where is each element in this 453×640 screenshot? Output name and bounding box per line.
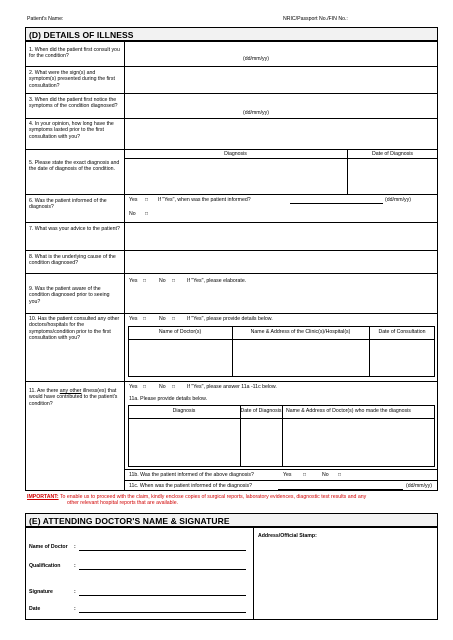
important-note — [27, 494, 439, 507]
q11-if-yes: If "Yes", please answer 11a -11c below. — [187, 384, 277, 390]
row-separator — [25, 273, 438, 274]
row-separator — [25, 250, 438, 251]
question-5: 5. Please state the exact diagnosis and the date of diagnosis of the condition. — [29, 160, 120, 173]
q11b-no-label: No — [322, 472, 329, 478]
section-e-title: (E) ATTENDING DOCTOR'S NAME & SIGNATURE — [29, 516, 230, 526]
question-7: 7. What was your advice to the patient? — [29, 226, 120, 232]
important-label: IMPORTANT: — [27, 494, 59, 500]
q9-if-yes: If "Yes", please elaborate. — [187, 278, 247, 284]
row-separator — [25, 118, 438, 119]
question-11 — [29, 388, 121, 407]
qualification-colon: : — [74, 563, 76, 569]
q11-no-checkbox[interactable]: □ — [172, 384, 176, 390]
question-4: 4. In your opinion, how long have the symptoms lasted prior to the first consultation with you? — [29, 121, 114, 140]
q11c-separator — [124, 480, 438, 481]
row-separator — [25, 66, 438, 67]
q1-date-format: (dd/mm/yy) — [243, 56, 269, 62]
question-column-divider — [124, 41, 125, 491]
doctor-name-field[interactable] — [79, 550, 246, 551]
q6-yes-checkbox[interactable]: □ — [145, 197, 149, 203]
q11a-col-diagnosis: Diagnosis — [172, 408, 196, 414]
q11a-label: 11a. Please provide details below. — [129, 396, 208, 402]
q11c-date-format: (dd/mm/yy) — [406, 483, 432, 489]
question-8: 8. What is the underlying cause of the condition diagnosed? — [29, 254, 116, 267]
patient-name-label: Patient's Name: — [27, 16, 64, 22]
q11-yes-checkbox[interactable]: □ — [143, 384, 147, 390]
question-2: 2. What were the sign(s) and symptom(s) presented during the first consultation? — [29, 70, 115, 89]
q11b-yes-label: Yes — [283, 472, 292, 478]
q11-text-part2: illness(es) that would have contributed to the patient's condition? — [29, 388, 118, 407]
qualification-field[interactable] — [79, 569, 246, 570]
row-separator — [25, 381, 438, 382]
date-field[interactable] — [79, 612, 246, 613]
q11-yes-label: Yes — [129, 384, 138, 390]
q6-date-format: (dd/mm/yy) — [385, 197, 411, 203]
q6-no-label: No — [129, 211, 136, 217]
row-separator — [25, 149, 438, 150]
row-separator — [25, 93, 438, 94]
doctor-name-label: Name of Doctor — [29, 544, 68, 550]
signature-divider — [253, 527, 254, 620]
q9-no-label: No — [159, 278, 166, 284]
q6-no-checkbox[interactable]: □ — [145, 211, 149, 217]
q9-no-checkbox[interactable]: □ — [172, 278, 176, 284]
q11c-date-field[interactable] — [278, 489, 403, 490]
section-e-header — [25, 513, 438, 527]
q10-col-clinic: Name & Address of the Clinic(s)/Hospital(s) — [250, 329, 351, 335]
q6-yes-label: Yes — [129, 197, 138, 203]
q10-if-yes: If "Yes", please provide details below. — [187, 316, 273, 322]
section-d-title: (D) DETAILS OF ILLNESS — [29, 30, 134, 40]
doctor-name-colon: : — [74, 544, 76, 550]
question-9: 9. Was the patient aware of the condition diagnosed prior to seeing you? — [29, 286, 110, 305]
stamp-label: Address/Official Stamp: — [258, 533, 317, 539]
date-label: Date — [29, 606, 41, 612]
q10-yes-checkbox[interactable]: □ — [143, 316, 147, 322]
q11-no-label: No — [159, 384, 166, 390]
question-6: 6. Was the patient informed of the diagnosis? — [29, 198, 107, 211]
q5-col-diagnosis: Diagnosis — [224, 151, 247, 157]
signature-section — [25, 527, 438, 620]
row-separator — [25, 194, 438, 195]
q11c-label: 11c. When was the patient informed of the diagnosis? — [129, 483, 253, 489]
q9-yes-label: Yes — [129, 278, 138, 284]
q6-date-field[interactable] — [290, 203, 383, 204]
signature-label: Signature — [29, 589, 53, 595]
q10-col-date: Date of Consultation — [378, 329, 426, 335]
q11a-col-date: Date of Diagnosis — [240, 408, 282, 414]
qualification-label: Qualification — [29, 563, 61, 569]
q6-if-yes: If "Yes", when was the patient informed? — [158, 197, 251, 203]
q10-col-doctor: Name of Doctor(s) — [158, 329, 202, 335]
row-separator — [25, 313, 438, 314]
q11b-yes-checkbox[interactable]: □ — [303, 472, 307, 478]
q11b-label: 11b. Was the patient informed of the above diagnosis? — [129, 472, 254, 478]
q5-header-line — [124, 158, 438, 159]
q11b-separator — [124, 469, 438, 470]
q10-no-label: No — [159, 316, 166, 322]
row-separator — [25, 222, 438, 223]
q11a-table-divider — [282, 405, 283, 467]
nric-label: NRIC/Passport No./FIN No.: — [283, 16, 348, 22]
q11a-col-doctor: Name & Address of Doctor(s) who made the diagnosis — [286, 408, 411, 414]
q11b-no-checkbox[interactable]: □ — [338, 472, 342, 478]
q9-yes-checkbox[interactable]: □ — [143, 278, 147, 284]
signature-field[interactable] — [79, 595, 246, 596]
question-3: 3. When did the patient first notice the symptoms of the condition diagnosed? — [29, 97, 118, 110]
q3-date-format: (dd/mm/yy) — [243, 110, 269, 116]
question-1: 1. When did the patient first consult you for the condition? — [29, 47, 120, 60]
q5-col-date: Date of Diagnosis — [372, 151, 413, 157]
important-text-2: other relevant hospital reports that are available. — [67, 500, 179, 507]
section-d-header — [25, 27, 438, 41]
question-10: 10. Has the patient consulted any other doctors/hospitals for the symptoms/condition prior to the first consultation with you? — [29, 316, 120, 342]
important-text-1: To enable us to proceed with the claim, kindly enclose copies of surgical reports, laboratory evidences, diagnostic test results and any — [58, 494, 367, 500]
q10-yes-label: Yes — [129, 316, 138, 322]
q10-no-checkbox[interactable]: □ — [172, 316, 176, 322]
signature-colon: : — [74, 589, 76, 595]
date-colon: : — [74, 606, 76, 612]
q11-text-underlined: any other — [59, 388, 82, 394]
q11-text-part1: 11. Are there — [29, 388, 60, 394]
q10-table-header-line — [128, 339, 435, 340]
